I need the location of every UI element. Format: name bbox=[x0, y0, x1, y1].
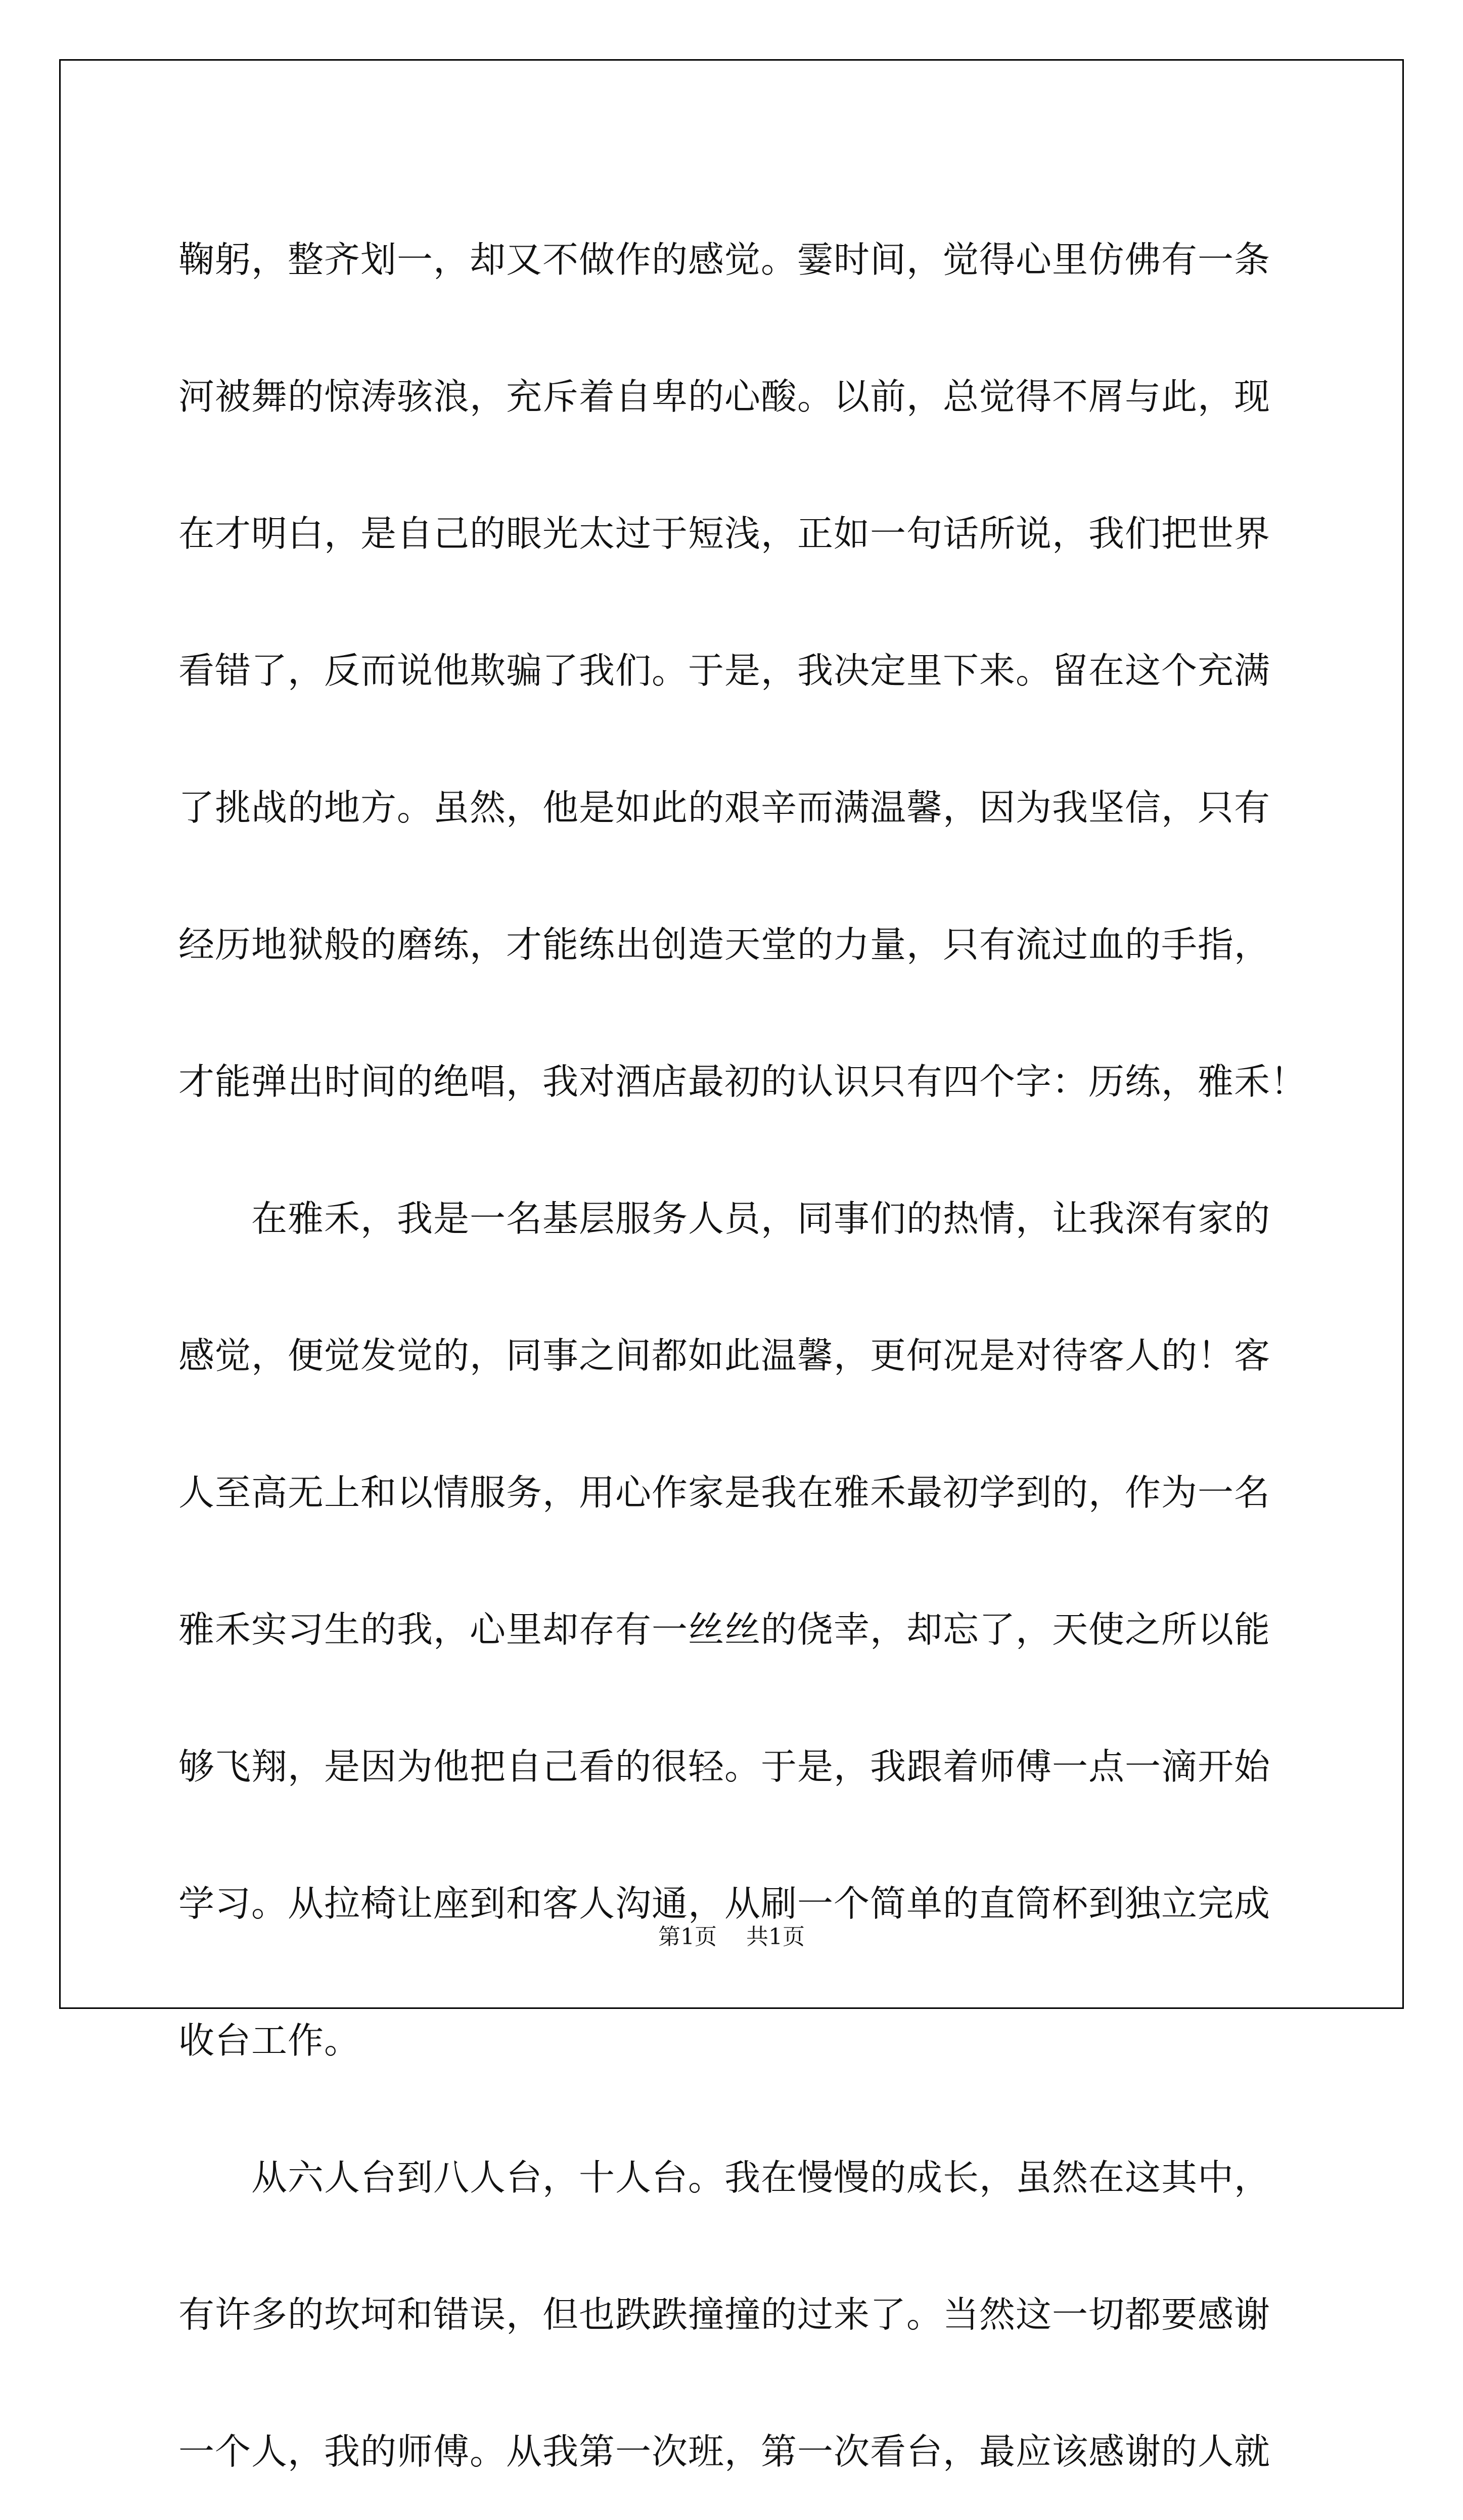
text-line: 经历地狱般的磨练，才能练出创造天堂的力量，只有流过血的手指， bbox=[178, 924, 1271, 966]
text-line: 人至高无上和以情服务，用心作家是我在雅禾最初学到的，作为一名 bbox=[178, 1472, 1271, 1514]
text-line: 鞠躬，整齐划一，却又不做作的感觉。霎时间，觉得心里仿佛有一条 bbox=[178, 239, 1271, 281]
text-line: 一个人，我的师傅。从我第一次班，第一次看台，最应该感谢的人就 bbox=[178, 2431, 1271, 2472]
text-line: 够飞翔，是因为他把自己看的很轻。于是，我跟着师傅一点一滴开始 bbox=[178, 1746, 1271, 1788]
document-body bbox=[178, 191, 1307, 2520]
text-line: 感觉，便觉发觉的，同事之间都如此温馨，更何况是对待客人的！客 bbox=[178, 1335, 1271, 1377]
text-line: 看错了，反而说他欺骗了我们。于是，我决定里下来。留在这个充满 bbox=[178, 650, 1271, 692]
text-line: 雅禾实习生的我，心里却存有一丝丝的侥幸，却忘了，天使之所以能 bbox=[178, 1609, 1271, 1651]
text-line: 在才明白，是自己的眼光太过于短浅，正如一句话所说，我们把世界 bbox=[178, 513, 1271, 555]
text-line: 在雅禾，我是一名基层服务人员，同事们的热情，让我深有家的 bbox=[178, 1198, 1271, 1240]
text-line: 学习。从拉椅让座到和客人沟通，从刷一个简单的直筒杯到独立完成 bbox=[178, 1883, 1271, 1925]
text-line: 从六人台到八人台，十人台。我在慢慢的成长，虽然在这其中， bbox=[178, 2157, 1271, 2198]
text-line: 河被舞的惊涛骇浪，充斥着自卑的心酸。以前，总觉得不屑与此，现 bbox=[178, 376, 1271, 418]
text-line: 了挑战的地方。虽然，他是如此的艰辛而满温馨，因为我坚信，只有 bbox=[178, 787, 1271, 829]
page-footer: 第1页 共1页 bbox=[658, 1924, 805, 1950]
text-line: 有许多的坎坷和错误，但也跌跌撞撞的过来了。当然这一切都要感谢 bbox=[178, 2294, 1271, 2335]
text-line: 才能弹出时间的绝唱，我对酒店最初的认识只有四个字：历练，雅禾！ bbox=[178, 1061, 1307, 1103]
text-line: 收台工作。 bbox=[178, 2020, 361, 2061]
